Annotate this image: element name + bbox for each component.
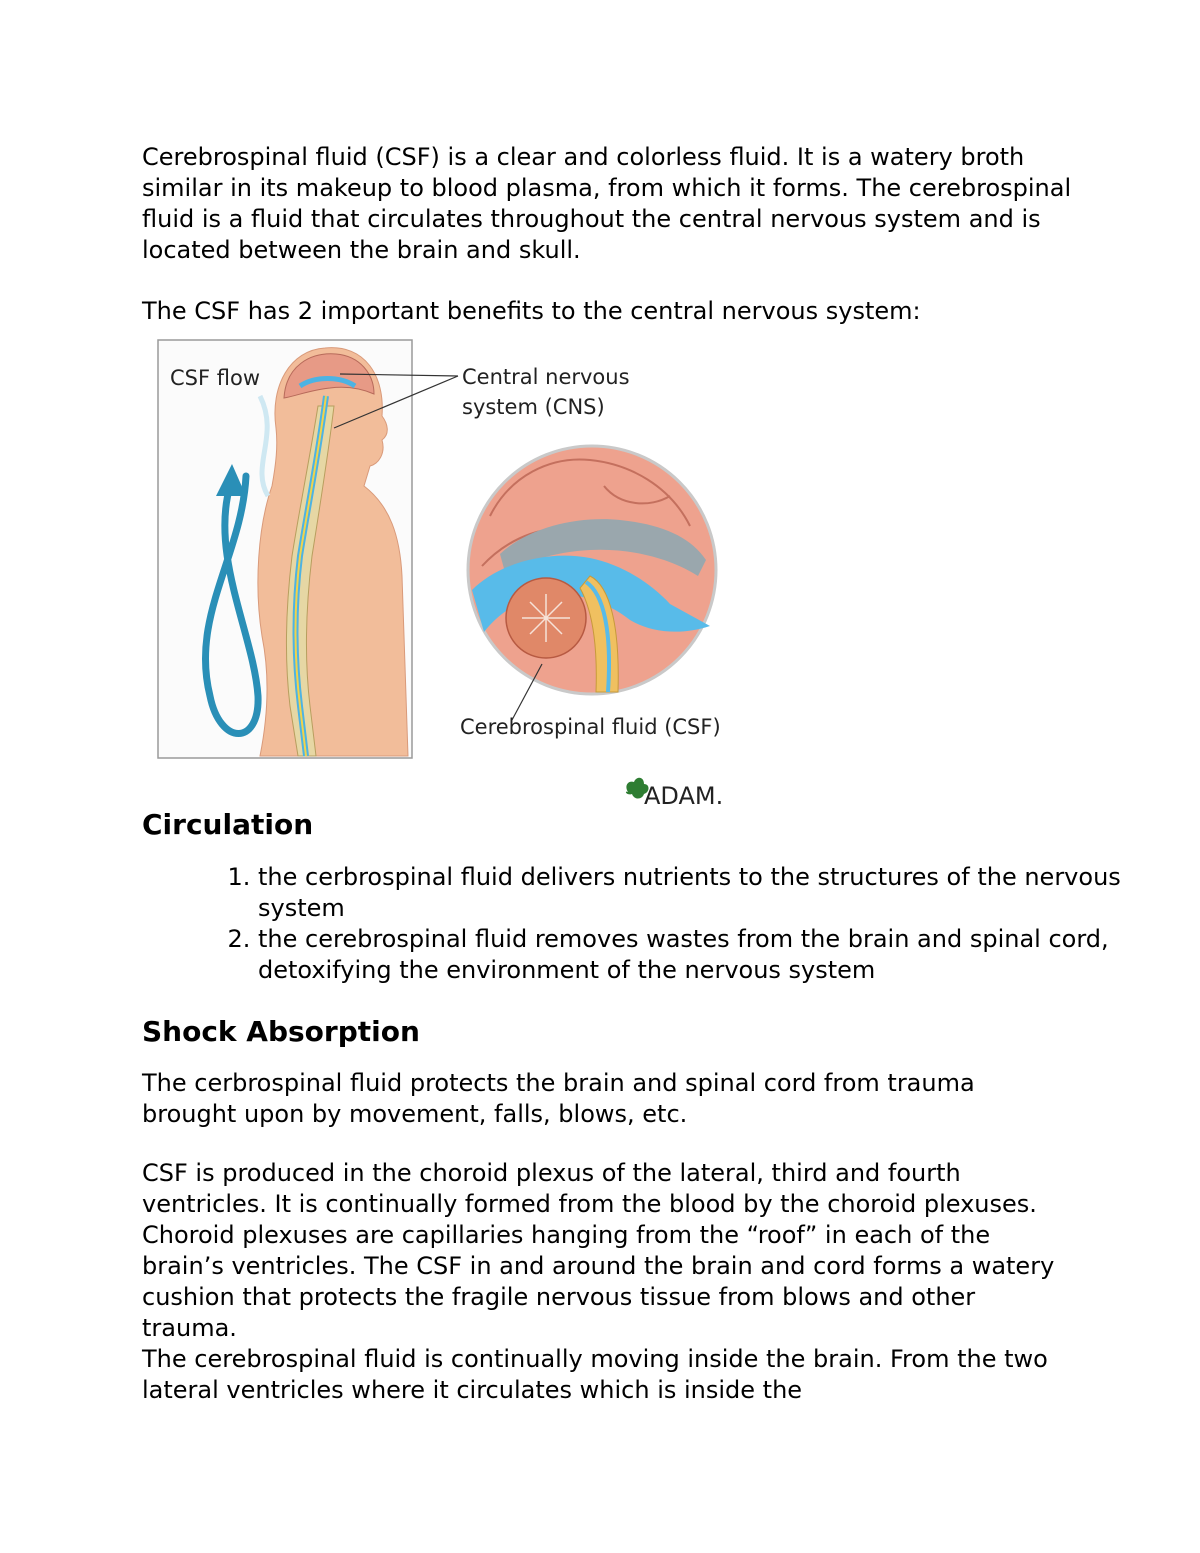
list-item: 1. the cerbrospinal fluid delivers nutrients to the structures of the nervous system	[258, 862, 1188, 924]
shock-heading: Shock Absorption	[142, 1015, 420, 1048]
label-cns-line1: Central nervous	[462, 365, 630, 389]
list-item: 2. the cerebrospinal fluid removes wastes from the brain and spinal cord, detoxifying the environment of the nervous system	[258, 924, 1188, 986]
adam-logo	[626, 778, 723, 810]
label-csf-flow: CSF flow	[170, 366, 260, 390]
csf-illustration	[150, 336, 760, 816]
shock-paragraph-3: The cerebrospinal fluid is continually moving inside the brain. From the two lateral ventricles where it circulates which is inside the	[142, 1345, 1048, 1404]
circulation-heading: Circulation	[142, 808, 314, 841]
label-cns-line2: system (CNS)	[462, 395, 605, 419]
brain-detail-circle	[468, 446, 716, 694]
benefits-lead: The CSF has 2 important benefits to the central nervous system:	[142, 297, 921, 325]
intro-paragraph: Cerebrospinal fluid (CSF) is a clear and colorless fluid. It is a watery broth similar in its makeup to blood plasma, from which it forms. The cerebrospinal fluid is a fluid that circulates throughout the central nervous system and is located between the brain and skull.	[142, 143, 1072, 264]
label-csf: Cerebrospinal fluid (CSF)	[460, 715, 721, 739]
logo-text: ADAM.	[644, 782, 724, 810]
circulation-list	[142, 862, 1188, 986]
shock-paragraph-2: CSF is produced in the choroid plexus of the lateral, third and fourth ventricles. It is continually formed from the blood by the choroid plexuses. Choroid plexuses are capillaries hanging from the “roof” in each of the brain’s ventricles. The CSF in and around the brain and cord forms a watery cushion that protects the fragile nervous tissue from blows and other trauma.	[142, 1159, 1055, 1342]
shock-paragraph-1: The cerbrospinal fluid protects the brain and spinal cord from trauma brought upon by movement, falls, blows, etc.	[142, 1069, 975, 1128]
